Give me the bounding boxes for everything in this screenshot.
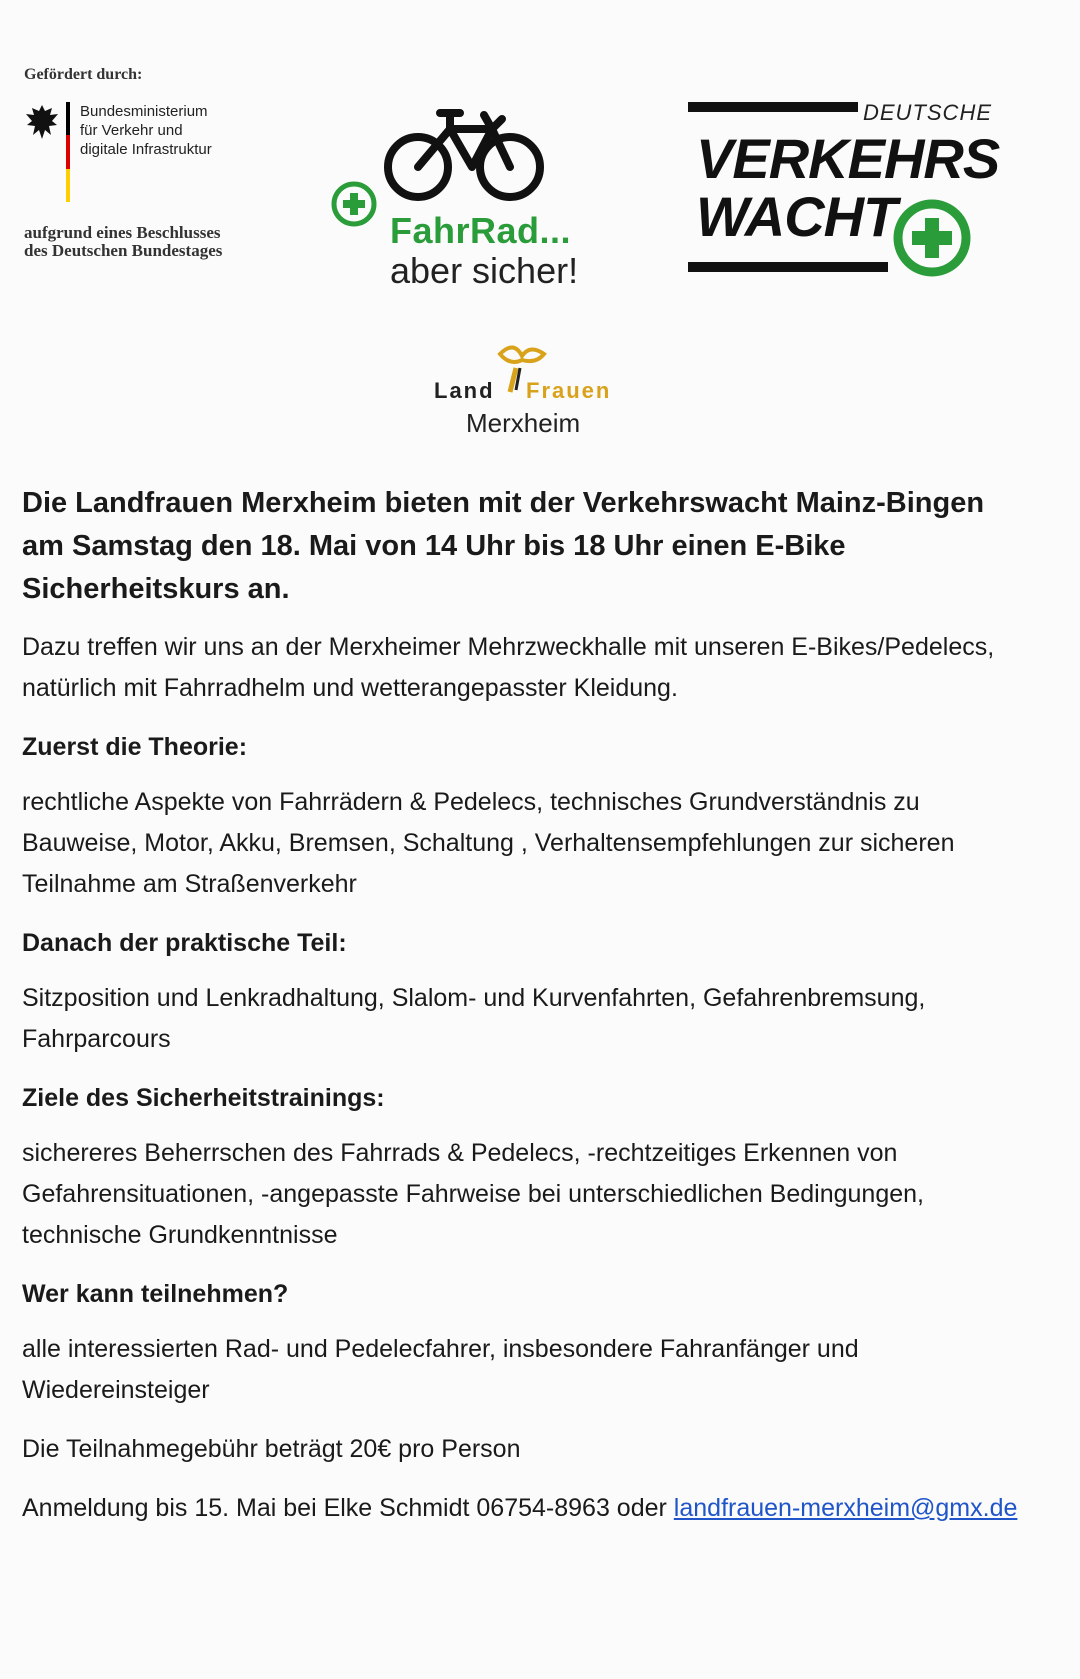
email-link[interactable]: landfrauen-merxheim@gmx.de	[673, 1494, 1018, 1522]
practice-paragraph: Sitzposition und Lenkradhaltung, Slalom- und Kurvenfahrten, Gefahrenbremsung, Fahrparcours	[22, 984, 926, 1053]
dvw-verkehrs-label: VERKEHRS	[696, 127, 1000, 190]
federal-eagle-icon	[24, 102, 60, 142]
participants-heading: Wer kann teilnehmen?	[22, 1280, 289, 1308]
registration-text: Anmeldung bis 15. Mai bei Elke Schmidt 06754-8963 oder	[22, 1494, 674, 1522]
logo-header	[0, 0, 1080, 460]
deutsche-verkehrswacht-logo	[688, 96, 1000, 296]
ministry-name: Bundesministerium für Verkehr und digitale Infrastruktur	[80, 103, 212, 158]
german-flag-bar	[66, 102, 70, 202]
green-plus-icon	[330, 180, 378, 228]
fahrrad-title: FahrRad...	[390, 210, 572, 251]
landfrauen-place-label: Merxheim	[466, 408, 581, 438]
dvw-wacht-label: WACHT	[696, 185, 897, 248]
funding-label: Gefördert durch:	[24, 66, 143, 83]
goals-paragraph: sichereres Beherrschen des Fahrrads & Pedelecs, -rechtzeitiges Erkennen von Gefahrensituationen, -angepasste Fahrweise bei unterschiedlichen Bedingungen, technische Grundkenntnisse	[22, 1139, 924, 1249]
dvw-deutsche-label: DEUTSCHE	[863, 100, 993, 125]
ministry-funding-logo	[24, 66, 274, 260]
green-plus-icon	[892, 198, 972, 278]
registration-paragraph	[22, 1488, 1032, 1529]
practice-heading: Danach der praktische Teil:	[22, 929, 347, 957]
intro-paragraph: Dazu treffen wir uns an der Merxheimer Mehrzweckhalle mit unseren E-Bikes/Pedelecs, natürlich mit Fahrradhelm und wetterangepasster Kleidung.	[22, 633, 995, 702]
fahrrad-subtitle: aber sicher!	[390, 250, 579, 291]
theory-heading: Zuerst die Theorie:	[22, 733, 248, 761]
ministry-block	[24, 102, 274, 202]
fahrrad-aber-sicher-logo	[330, 100, 610, 300]
fee-paragraph: Die Teilnahmegebühr beträgt 20€ pro Person	[22, 1435, 521, 1463]
dvw-top-bar	[688, 102, 858, 112]
landfrauen-frauen-label: Frauen	[526, 378, 612, 403]
goals-heading: Ziele des Sicherheitstrainings:	[22, 1084, 385, 1112]
dvw-bottom-bar	[688, 262, 888, 272]
participants-paragraph: alle interessierten Rad- und Pedelecfahrer, insbesondere Fahranfänger und Wiedereinsteiger	[22, 1335, 859, 1404]
bicycle-icon	[380, 105, 550, 205]
landfrauen-land-label: Land	[434, 378, 495, 403]
landfrauen-merxheim-logo	[430, 348, 630, 438]
bundestag-decision: aufgrund eines Beschlusses des Deutschen Bundestages	[24, 223, 223, 260]
page-title: Die Landfrauen Merxheim bieten mit der Verkehrswacht Mainz-Bingen am Samstag den 18. Mai von 14 Uhr bis 18 Uhr einen E-Bike Sicherheitskurs an.	[22, 487, 985, 605]
article-body	[22, 482, 1032, 1547]
theory-paragraph: rechtliche Aspekte von Fahrrädern & Pedelecs, technisches Grundverständnis zu Bauweise, Motor, Akku, Bremsen, Schaltung , Verhaltensempfehlungen zur sicheren Teilnahme am Straßenverkehr	[22, 788, 955, 898]
